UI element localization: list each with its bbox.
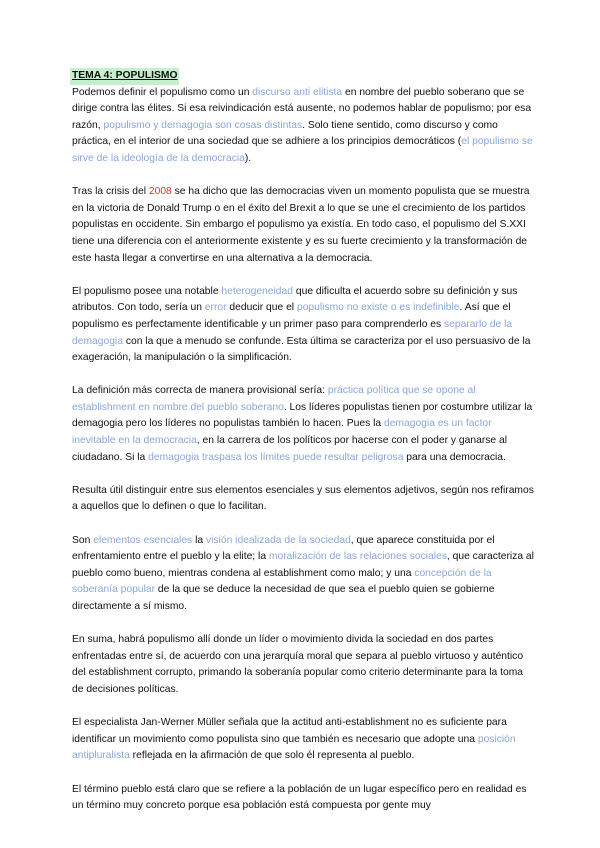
- text-segment: . Solo tiene sentido, como discurso y como práctica, en el interior de una sociedad que se adhiere a los principios democráticos (: [72, 119, 498, 148]
- paragraph: [72, 483, 534, 516]
- text-segment: La definición más correcta de manera provisional sería:: [72, 385, 328, 397]
- text-segment: . Así que el populismo es perfectamente identificable y un primer paso para comprenderlo es: [72, 302, 511, 330]
- highlighted-text: populismo no existe o es indefinible: [296, 302, 460, 314]
- text-segment: Tras la crisis del: [72, 186, 149, 198]
- text-segment: se ha dicho que las democracias viven un momento populista que se muestra en la victoria de Donald Trump o en el éxito del Brexit a lo que se une el crecimiento de los partidos populistas en occidente. Sin embargo el populismo ya existía. En todo caso, el populismo del S.XXI tiene una diferencia con el anteriormente existente y es su fuerte crecimiento y la transformación de este hasta llegar a convertirse en una alternativa a la democracia.: [72, 186, 530, 264]
- paragraph: [72, 782, 534, 815]
- text-segment: deducir que el: [226, 302, 297, 314]
- paragraph: [72, 533, 534, 616]
- text-segment: en nombre del pueblo soberano que se dirige contra las élites. Si esa reivindicación está ausente, no podemos hablar de populismo; por esa razón,: [72, 86, 532, 131]
- text-segment: , que caracteriza al pueblo como bueno, mientras condena al establishment como malo; y una: [72, 551, 534, 579]
- document-title: TEMA 4: POPULISMO: [70, 68, 179, 85]
- highlighted-text: discurso anti elitista: [252, 86, 343, 98]
- document-body: [72, 85, 534, 815]
- text-segment: reflejada en la afirmación de que solo él representa al pueblo.: [129, 750, 415, 762]
- highlighted-text: 2008: [148, 186, 172, 198]
- highlighted-text: error: [204, 302, 227, 314]
- document-page: [72, 68, 534, 831]
- highlighted-text: demagogia traspasa los límites puede resultar peligrosa: [148, 451, 404, 463]
- text-segment: , en la carrera de los políticos por hacerse con el poder y ganarse al ciudadano. Si la: [72, 435, 508, 463]
- text-segment: para una democracia.: [403, 451, 506, 463]
- highlighted-text: práctica política que se opone al establishment en nombre del pueblo soberano: [72, 385, 476, 413]
- paragraph: [72, 383, 534, 466]
- paragraph: [72, 284, 534, 367]
- highlighted-text: heterogeneidad: [221, 285, 293, 297]
- text-segment: El especialista Jan-Werner Müller señala que la actitud anti-establishment no es suficiente para identificar un movimiento como populista sino que también es necesario que adopte una: [72, 717, 507, 745]
- highlighted-text: elementos esenciales: [93, 534, 193, 546]
- paragraph: [72, 85, 534, 168]
- highlighted-text: demagogia es un factor inevitable en la democracia: [72, 418, 492, 447]
- paragraph: [72, 715, 534, 765]
- highlighted-text: separarlo de la demagogia: [72, 318, 513, 347]
- text-segment: , que aparece constituida por el enfrentamiento entre el pueblo y la elite; la: [72, 534, 495, 563]
- text-segment: El populismo posee una notable: [72, 285, 222, 297]
- text-segment: Resulta útil distinguir entre sus elementos esenciales y sus elementos adjetivos, según nos refiramos a aquellos que lo definen o que lo facilitan.: [72, 484, 534, 513]
- highlighted-text: visión idealizada de la sociedad: [205, 534, 351, 546]
- text-segment: la: [192, 534, 206, 546]
- text-segment: El término pueblo está claro que se refiere a la población de un lugar específico pero en realidad es un término muy concreto porque esa población está compuesta por gente muy: [72, 783, 527, 812]
- text-segment: Podemos definir el populismo como un: [72, 86, 253, 98]
- paragraph: [72, 184, 534, 267]
- text-segment: ).: [244, 152, 252, 164]
- highlighted-text: el populismo se sirve de la ideología de la democracia: [72, 136, 533, 164]
- paragraph: [72, 632, 534, 698]
- text-segment: En suma, habrá populismo allí donde un líder o movimiento divida la sociedad en dos partes enfrentadas entre sí, de acuerdo con una jerarquía moral que separa al pueblo virtuoso y auténtico del establishment corrupto, primando la soberanía popular como criterio determinante para la toma de decisiones políticas.: [72, 634, 524, 695]
- text-segment: . Los líderes populistas tienen por costumbre utilizar la demagogia pero los líderes no populistas también lo hacen. Pues la: [72, 401, 533, 430]
- text-segment: con la que a menudo se confunde. Esta última se caracteriza por el uso persuasivo de la exageración, la manipulación o la simplificación.: [72, 335, 531, 364]
- text-segment: que dificulta el acuerdo sobre su definición y sus atributos. Con todo, sería un: [72, 285, 518, 314]
- text-segment: de la que se deduce la necesidad de que sea el pueblo quien se gobierne directamente a sí mismo.: [72, 584, 495, 612]
- highlighted-text: concepción de la soberanía popular: [72, 567, 492, 596]
- highlighted-text: moralización de las relaciones sociales: [268, 551, 447, 563]
- highlighted-text: populismo y demagogia son cosas distintas: [103, 119, 303, 131]
- highlighted-text: posición antipluralista: [72, 733, 516, 762]
- text-segment: Son: [72, 534, 94, 546]
